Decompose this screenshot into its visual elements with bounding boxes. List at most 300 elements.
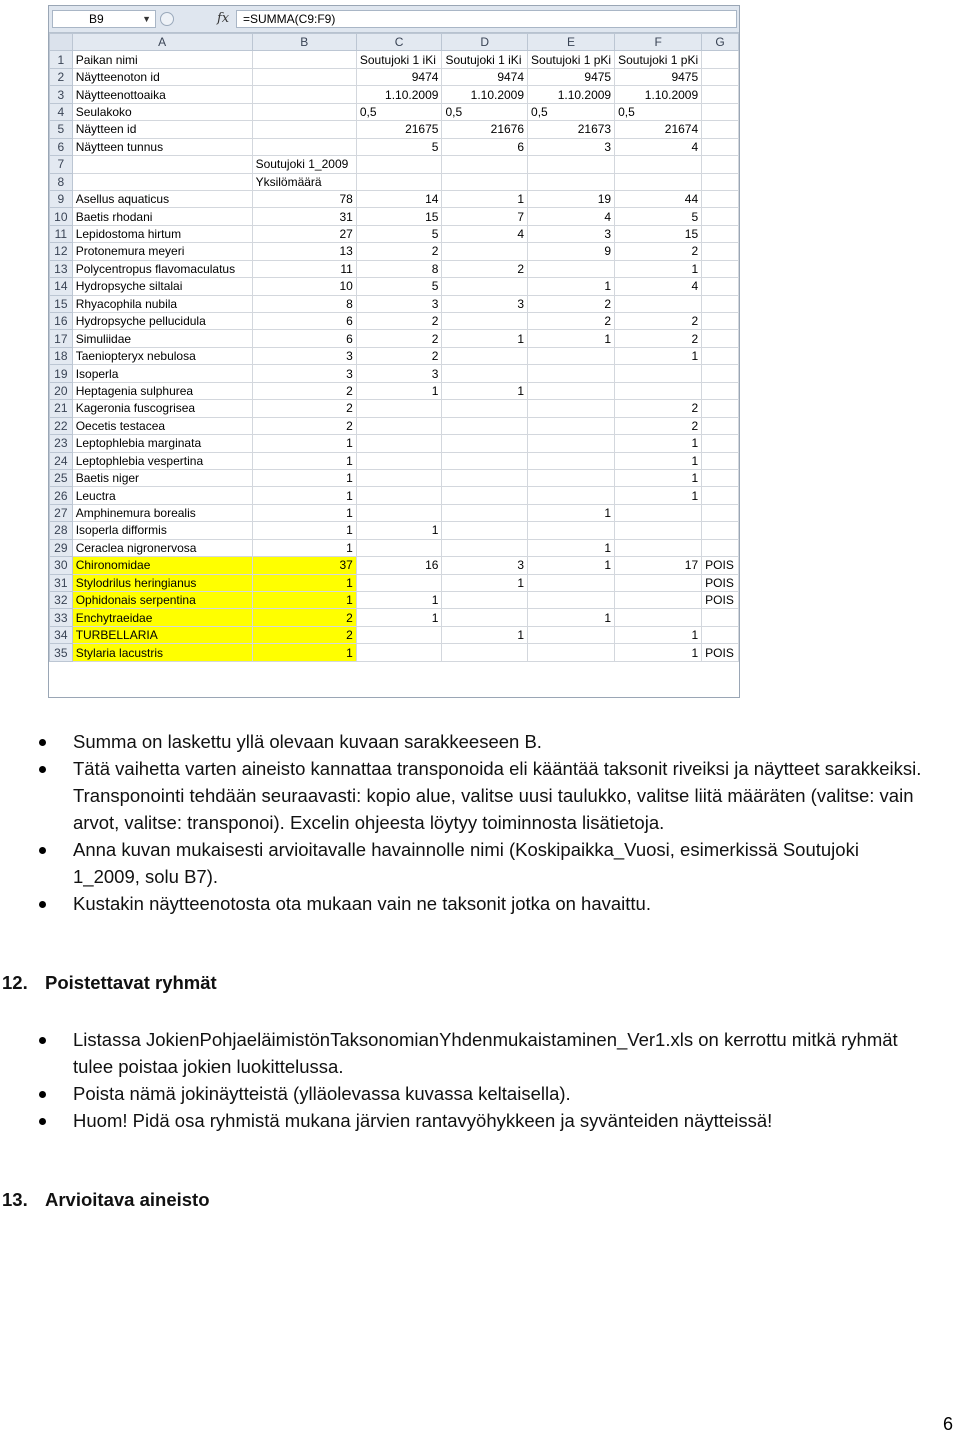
cell-e[interactable]: 1 <box>528 278 615 295</box>
row-header[interactable]: 2 <box>50 68 73 85</box>
cell-a[interactable]: Leptophlebia marginata <box>72 435 252 452</box>
cell-g[interactable] <box>702 539 739 556</box>
cell-b[interactable]: 10 <box>252 278 356 295</box>
row-header[interactable]: 9 <box>50 190 73 207</box>
cell-f[interactable] <box>615 504 702 521</box>
cell-a[interactable]: Hydropsyche pellucidula <box>72 313 252 330</box>
cell-d[interactable]: 1 <box>442 330 528 347</box>
cell-g[interactable] <box>702 417 739 434</box>
formula-cancel-icon[interactable] <box>160 12 174 26</box>
row-header[interactable]: 26 <box>50 487 73 504</box>
cell-g[interactable] <box>702 330 739 347</box>
cell-f[interactable]: 21674 <box>615 121 702 138</box>
cell-a[interactable]: Ceraclea nigronervosa <box>72 539 252 556</box>
cell-d[interactable]: 4 <box>442 225 528 242</box>
name-box[interactable] <box>52 10 156 28</box>
cell-b[interactable]: 31 <box>252 208 356 225</box>
cell-c[interactable] <box>356 469 442 486</box>
cell-a[interactable]: TURBELLARIA <box>72 626 252 643</box>
cell-d[interactable] <box>442 539 528 556</box>
cell-e[interactable]: 9 <box>528 243 615 260</box>
cell-f[interactable]: 2 <box>615 417 702 434</box>
cell-g[interactable]: POIS <box>702 557 739 574</box>
cell-g[interactable] <box>702 365 739 382</box>
cell-b[interactable]: 2 <box>252 400 356 417</box>
cell-e[interactable] <box>528 156 615 173</box>
table-row <box>50 452 739 469</box>
cell-e[interactable]: 1 <box>528 330 615 347</box>
cell-e[interactable]: 9475 <box>528 68 615 85</box>
cell-e[interactable] <box>528 173 615 190</box>
cell-d[interactable]: 21676 <box>442 121 528 138</box>
cell-d[interactable] <box>442 522 528 539</box>
cell-g[interactable] <box>702 103 739 120</box>
cell-g[interactable] <box>702 243 739 260</box>
row-header[interactable]: 17 <box>50 330 73 347</box>
cell-c[interactable]: 3 <box>356 295 442 312</box>
cell-c[interactable]: 3 <box>356 365 442 382</box>
cell-c[interactable]: 0,5 <box>356 103 442 120</box>
cell-a[interactable]: Stylaria lacustris <box>72 644 252 661</box>
row-header[interactable]: 30 <box>50 557 73 574</box>
cell-g[interactable] <box>702 313 739 330</box>
cell-c[interactable] <box>356 417 442 434</box>
cell-d[interactable]: 6 <box>442 138 528 155</box>
cell-b[interactable]: 11 <box>252 260 356 277</box>
cell-c[interactable] <box>356 173 442 190</box>
row-header[interactable]: 19 <box>50 365 73 382</box>
cell-e[interactable] <box>528 522 615 539</box>
cell-f[interactable] <box>615 539 702 556</box>
table-row <box>50 469 739 486</box>
formula-input[interactable] <box>236 10 737 28</box>
cell-a[interactable]: Näytteen id <box>72 121 252 138</box>
cell-b[interactable]: 3 <box>252 347 356 364</box>
cell-b[interactable]: 1 <box>252 452 356 469</box>
cell-g[interactable] <box>702 347 739 364</box>
cell-e[interactable]: 1 <box>528 609 615 626</box>
cell-e[interactable]: 1.10.2009 <box>528 86 615 103</box>
cell-a[interactable]: Protonemura meyeri <box>72 243 252 260</box>
cell-d[interactable] <box>442 365 528 382</box>
cell-b[interactable]: 2 <box>252 417 356 434</box>
table-row <box>50 574 739 591</box>
cell-a[interactable]: Stylodrilus heringianus <box>72 574 252 591</box>
cell-a[interactable]: Seulakoko <box>72 103 252 120</box>
cell-f[interactable] <box>615 592 702 609</box>
row-header[interactable]: 32 <box>50 592 73 609</box>
cell-d[interactable]: 1 <box>442 574 528 591</box>
cell-a[interactable]: Näytteenoton id <box>72 68 252 85</box>
cell-g[interactable] <box>702 452 739 469</box>
cell-g[interactable] <box>702 190 739 207</box>
cell-e[interactable] <box>528 644 615 661</box>
column-header[interactable]: D <box>442 34 528 51</box>
cell-b[interactable]: 1 <box>252 435 356 452</box>
cell-g[interactable] <box>702 68 739 85</box>
row-header[interactable]: 6 <box>50 138 73 155</box>
cell-d[interactable]: 2 <box>442 260 528 277</box>
cell-d[interactable] <box>442 347 528 364</box>
cell-g[interactable] <box>702 51 739 68</box>
cell-e[interactable]: 0,5 <box>528 103 615 120</box>
cell-c[interactable] <box>356 574 442 591</box>
row-header[interactable]: 18 <box>50 347 73 364</box>
row-header[interactable]: 34 <box>50 626 73 643</box>
cell-d[interactable] <box>442 609 528 626</box>
cell-d[interactable]: 9474 <box>442 68 528 85</box>
cell-f[interactable]: 4 <box>615 138 702 155</box>
row-header[interactable]: 33 <box>50 609 73 626</box>
row-header[interactable]: 25 <box>50 469 73 486</box>
cell-g[interactable] <box>702 435 739 452</box>
cell-f[interactable]: 1 <box>615 644 702 661</box>
cell-a[interactable] <box>72 173 252 190</box>
cell-d[interactable]: 1 <box>442 190 528 207</box>
cell-e[interactable]: 19 <box>528 190 615 207</box>
cell-b[interactable]: Soutujoki 1_2009 <box>252 156 356 173</box>
cell-d[interactable]: Soutujoki 1 iKi <box>442 51 528 68</box>
cell-f[interactable]: 2 <box>615 400 702 417</box>
cell-g[interactable] <box>702 522 739 539</box>
column-header[interactable]: E <box>528 34 615 51</box>
cell-d[interactable] <box>442 278 528 295</box>
cell-d[interactable]: 3 <box>442 557 528 574</box>
cell-g[interactable] <box>702 295 739 312</box>
cell-e[interactable] <box>528 260 615 277</box>
cell-e[interactable] <box>528 347 615 364</box>
cell-e[interactable]: 2 <box>528 313 615 330</box>
cell-e[interactable]: 1 <box>528 539 615 556</box>
cell-g[interactable]: POIS <box>702 644 739 661</box>
row-header[interactable]: 31 <box>50 574 73 591</box>
cell-d[interactable] <box>442 644 528 661</box>
cell-d[interactable] <box>442 487 528 504</box>
row-header[interactable]: 5 <box>50 121 73 138</box>
cell-d[interactable] <box>442 313 528 330</box>
cell-d[interactable]: 7 <box>442 208 528 225</box>
cell-b[interactable]: 1 <box>252 487 356 504</box>
cell-f[interactable]: 1 <box>615 626 702 643</box>
cell-e[interactable]: 4 <box>528 208 615 225</box>
cell-g[interactable] <box>702 138 739 155</box>
cell-f[interactable]: 1.10.2009 <box>615 86 702 103</box>
chevron-down-icon[interactable]: ▼ <box>142 14 151 24</box>
cell-e[interactable] <box>528 417 615 434</box>
cell-b[interactable] <box>252 86 356 103</box>
cell-c[interactable]: 2 <box>356 313 442 330</box>
cell-g[interactable] <box>702 626 739 643</box>
row-header[interactable]: 3 <box>50 86 73 103</box>
cell-g[interactable] <box>702 156 739 173</box>
cell-c[interactable] <box>356 539 442 556</box>
cell-e[interactable] <box>528 592 615 609</box>
cell-e[interactable] <box>528 365 615 382</box>
cell-a[interactable]: Enchytraeidae <box>72 609 252 626</box>
cell-c[interactable]: 9474 <box>356 68 442 85</box>
cell-g[interactable]: POIS <box>702 574 739 591</box>
cell-a[interactable]: Rhyacophila nubila <box>72 295 252 312</box>
cell-d[interactable]: 1 <box>442 626 528 643</box>
cell-a[interactable]: Leuctra <box>72 487 252 504</box>
cell-f[interactable]: 1 <box>615 347 702 364</box>
cell-f[interactable]: 1 <box>615 260 702 277</box>
cell-a[interactable]: Heptagenia sulphurea <box>72 382 252 399</box>
cell-b[interactable]: 6 <box>252 330 356 347</box>
cell-c[interactable]: 5 <box>356 225 442 242</box>
cell-b[interactable]: 37 <box>252 557 356 574</box>
cell-d[interactable]: 3 <box>442 295 528 312</box>
cell-a[interactable]: Polycentropus flavomaculatus <box>72 260 252 277</box>
cell-b[interactable]: 1 <box>252 504 356 521</box>
row-header[interactable]: 10 <box>50 208 73 225</box>
cell-d[interactable] <box>442 417 528 434</box>
row-header[interactable]: 11 <box>50 225 73 242</box>
cell-f[interactable]: 1 <box>615 469 702 486</box>
cell-a[interactable]: Taeniopteryx nebulosa <box>72 347 252 364</box>
cell-b[interactable]: 13 <box>252 243 356 260</box>
cell-e[interactable]: 1 <box>528 557 615 574</box>
cell-e[interactable]: Soutujoki 1 pKi <box>528 51 615 68</box>
cell-c[interactable] <box>356 504 442 521</box>
cell-b[interactable]: 2 <box>252 382 356 399</box>
cell-c[interactable]: 5 <box>356 138 442 155</box>
cell-c[interactable] <box>356 400 442 417</box>
cell-e[interactable] <box>528 574 615 591</box>
cell-g[interactable] <box>702 260 739 277</box>
cell-b[interactable]: 1 <box>252 644 356 661</box>
cell-e[interactable]: 1 <box>528 504 615 521</box>
cell-g[interactable] <box>702 504 739 521</box>
row-header[interactable]: 21 <box>50 400 73 417</box>
cell-e[interactable]: 3 <box>528 225 615 242</box>
cell-b[interactable] <box>252 68 356 85</box>
row-header[interactable]: 28 <box>50 522 73 539</box>
cell-a[interactable]: Paikan nimi <box>72 51 252 68</box>
cell-c[interactable] <box>356 452 442 469</box>
cell-d[interactable] <box>442 156 528 173</box>
cell-e[interactable] <box>528 435 615 452</box>
cell-f[interactable] <box>615 382 702 399</box>
row-header[interactable]: 12 <box>50 243 73 260</box>
column-header[interactable]: B <box>252 34 356 51</box>
cell-a[interactable]: Ophidonais serpentina <box>72 592 252 609</box>
cell-a[interactable]: Baetis rhodani <box>72 208 252 225</box>
bullet-icon <box>39 739 46 746</box>
cell-c[interactable]: 1 <box>356 592 442 609</box>
cell-g[interactable] <box>702 208 739 225</box>
cell-f[interactable]: Soutujoki 1 pKi <box>615 51 702 68</box>
cell-e[interactable] <box>528 382 615 399</box>
cell-g[interactable]: POIS <box>702 592 739 609</box>
cell-f[interactable]: 1 <box>615 435 702 452</box>
table-row <box>50 504 739 521</box>
cell-e[interactable] <box>528 626 615 643</box>
cell-e[interactable]: 21673 <box>528 121 615 138</box>
cell-a[interactable]: Kageronia fuscogrisea <box>72 400 252 417</box>
cell-b[interactable] <box>252 138 356 155</box>
cell-d[interactable] <box>442 452 528 469</box>
cell-g[interactable] <box>702 173 739 190</box>
table-row <box>50 156 739 173</box>
cell-a[interactable]: Hydropsyche siltalai <box>72 278 252 295</box>
cell-b[interactable] <box>252 103 356 120</box>
cell-b[interactable]: 2 <box>252 609 356 626</box>
cell-c[interactable]: 1 <box>356 522 442 539</box>
cell-d[interactable] <box>442 173 528 190</box>
row-header[interactable]: 23 <box>50 435 73 452</box>
cell-f[interactable] <box>615 609 702 626</box>
cell-d[interactable]: 1.10.2009 <box>442 86 528 103</box>
cell-c[interactable]: 2 <box>356 330 442 347</box>
cell-f[interactable]: 15 <box>615 225 702 242</box>
cell-f[interactable] <box>615 365 702 382</box>
cell-c[interactable]: 21675 <box>356 121 442 138</box>
column-header[interactable]: C <box>356 34 442 51</box>
column-header[interactable]: A <box>72 34 252 51</box>
cell-e[interactable] <box>528 487 615 504</box>
cell-c[interactable] <box>356 487 442 504</box>
cell-c[interactable]: Soutujoki 1 iKi <box>356 51 442 68</box>
cell-d[interactable] <box>442 592 528 609</box>
cell-e[interactable] <box>528 452 615 469</box>
cell-a[interactable]: Näytteen tunnus <box>72 138 252 155</box>
cell-b[interactable]: 1 <box>252 469 356 486</box>
cell-d[interactable]: 1 <box>442 382 528 399</box>
cell-g[interactable] <box>702 382 739 399</box>
cell-c[interactable]: 5 <box>356 278 442 295</box>
cell-c[interactable]: 1 <box>356 382 442 399</box>
cell-a[interactable]: Amphinemura borealis <box>72 504 252 521</box>
cell-c[interactable] <box>356 435 442 452</box>
cell-b[interactable]: 1 <box>252 592 356 609</box>
cell-g[interactable] <box>702 609 739 626</box>
table-row <box>50 382 739 399</box>
cell-g[interactable] <box>702 225 739 242</box>
cell-c[interactable] <box>356 156 442 173</box>
cell-b[interactable]: 2 <box>252 626 356 643</box>
cell-e[interactable] <box>528 400 615 417</box>
cell-d[interactable] <box>442 400 528 417</box>
cell-b[interactable] <box>252 121 356 138</box>
row-header[interactable]: 16 <box>50 313 73 330</box>
fx-icon[interactable]: fx <box>217 11 230 26</box>
cell-e[interactable] <box>528 469 615 486</box>
row-header[interactable]: 4 <box>50 103 73 120</box>
cell-d[interactable] <box>442 243 528 260</box>
cell-f[interactable]: 2 <box>615 313 702 330</box>
cell-g[interactable] <box>702 400 739 417</box>
row-header[interactable]: 1 <box>50 51 73 68</box>
cell-c[interactable]: 1 <box>356 609 442 626</box>
cell-a[interactable]: Lepidostoma hirtum <box>72 225 252 242</box>
cell-d[interactable]: 0,5 <box>442 103 528 120</box>
cell-g[interactable] <box>702 469 739 486</box>
cell-b[interactable]: 8 <box>252 295 356 312</box>
cell-f[interactable]: 2 <box>615 243 702 260</box>
cell-f[interactable]: 2 <box>615 330 702 347</box>
cell-b[interactable]: 1 <box>252 522 356 539</box>
cell-f[interactable]: 9475 <box>615 68 702 85</box>
row-header[interactable]: 22 <box>50 417 73 434</box>
cell-e[interactable]: 3 <box>528 138 615 155</box>
cell-d[interactable] <box>442 435 528 452</box>
row-header[interactable]: 20 <box>50 382 73 399</box>
cell-g[interactable] <box>702 121 739 138</box>
cell-f[interactable]: 0,5 <box>615 103 702 120</box>
cell-b[interactable] <box>252 51 356 68</box>
cell-b[interactable]: 1 <box>252 574 356 591</box>
row-header[interactable]: 24 <box>50 452 73 469</box>
row-header[interactable]: 27 <box>50 504 73 521</box>
column-header[interactable]: G <box>702 34 739 51</box>
cell-g[interactable] <box>702 487 739 504</box>
cell-f[interactable] <box>615 295 702 312</box>
row-header[interactable]: 13 <box>50 260 73 277</box>
cell-f[interactable]: 44 <box>615 190 702 207</box>
cell-a[interactable]: Asellus aquaticus <box>72 190 252 207</box>
row-header[interactable]: 35 <box>50 644 73 661</box>
cell-c[interactable] <box>356 626 442 643</box>
cell-a[interactable]: Oecetis testacea <box>72 417 252 434</box>
cell-f[interactable]: 4 <box>615 278 702 295</box>
cell-b[interactable]: Yksilömäärä <box>252 173 356 190</box>
cell-a[interactable]: Simuliidae <box>72 330 252 347</box>
cell-f[interactable] <box>615 156 702 173</box>
cell-a[interactable]: Chironomidae <box>72 557 252 574</box>
cell-f[interactable] <box>615 173 702 190</box>
cell-f[interactable]: 17 <box>615 557 702 574</box>
select-all-corner[interactable] <box>50 34 73 51</box>
cell-g[interactable] <box>702 278 739 295</box>
row-header[interactable]: 29 <box>50 539 73 556</box>
row-header[interactable]: 15 <box>50 295 73 312</box>
cell-b[interactable]: 6 <box>252 313 356 330</box>
cell-d[interactable] <box>442 504 528 521</box>
cell-f[interactable]: 1 <box>615 452 702 469</box>
cell-f[interactable] <box>615 522 702 539</box>
cell-c[interactable] <box>356 644 442 661</box>
cell-d[interactable] <box>442 469 528 486</box>
cell-a[interactable]: Isoperla <box>72 365 252 382</box>
column-header[interactable]: F <box>615 34 702 51</box>
cell-a[interactable]: Baetis niger <box>72 469 252 486</box>
cell-b[interactable]: 3 <box>252 365 356 382</box>
cell-b[interactable]: 27 <box>252 225 356 242</box>
cell-c[interactable]: 14 <box>356 190 442 207</box>
cell-f[interactable] <box>615 574 702 591</box>
row-header[interactable]: 8 <box>50 173 73 190</box>
cell-a[interactable]: Näytteenottoaika <box>72 86 252 103</box>
cell-f[interactable]: 1 <box>615 487 702 504</box>
cell-a[interactable] <box>72 156 252 173</box>
cell-b[interactable]: 1 <box>252 539 356 556</box>
cell-c[interactable]: 2 <box>356 243 442 260</box>
cell-a[interactable]: Isoperla difformis <box>72 522 252 539</box>
cell-c[interactable]: 15 <box>356 208 442 225</box>
cell-f[interactable]: 5 <box>615 208 702 225</box>
cell-g[interactable] <box>702 86 739 103</box>
cell-c[interactable]: 2 <box>356 347 442 364</box>
row-header[interactable]: 14 <box>50 278 73 295</box>
cell-c[interactable]: 16 <box>356 557 442 574</box>
cell-c[interactable]: 8 <box>356 260 442 277</box>
row-header[interactable]: 7 <box>50 156 73 173</box>
cell-a[interactable]: Leptophlebia vespertina <box>72 452 252 469</box>
cell-c[interactable]: 1.10.2009 <box>356 86 442 103</box>
cell-e[interactable]: 2 <box>528 295 615 312</box>
cell-b[interactable]: 78 <box>252 190 356 207</box>
